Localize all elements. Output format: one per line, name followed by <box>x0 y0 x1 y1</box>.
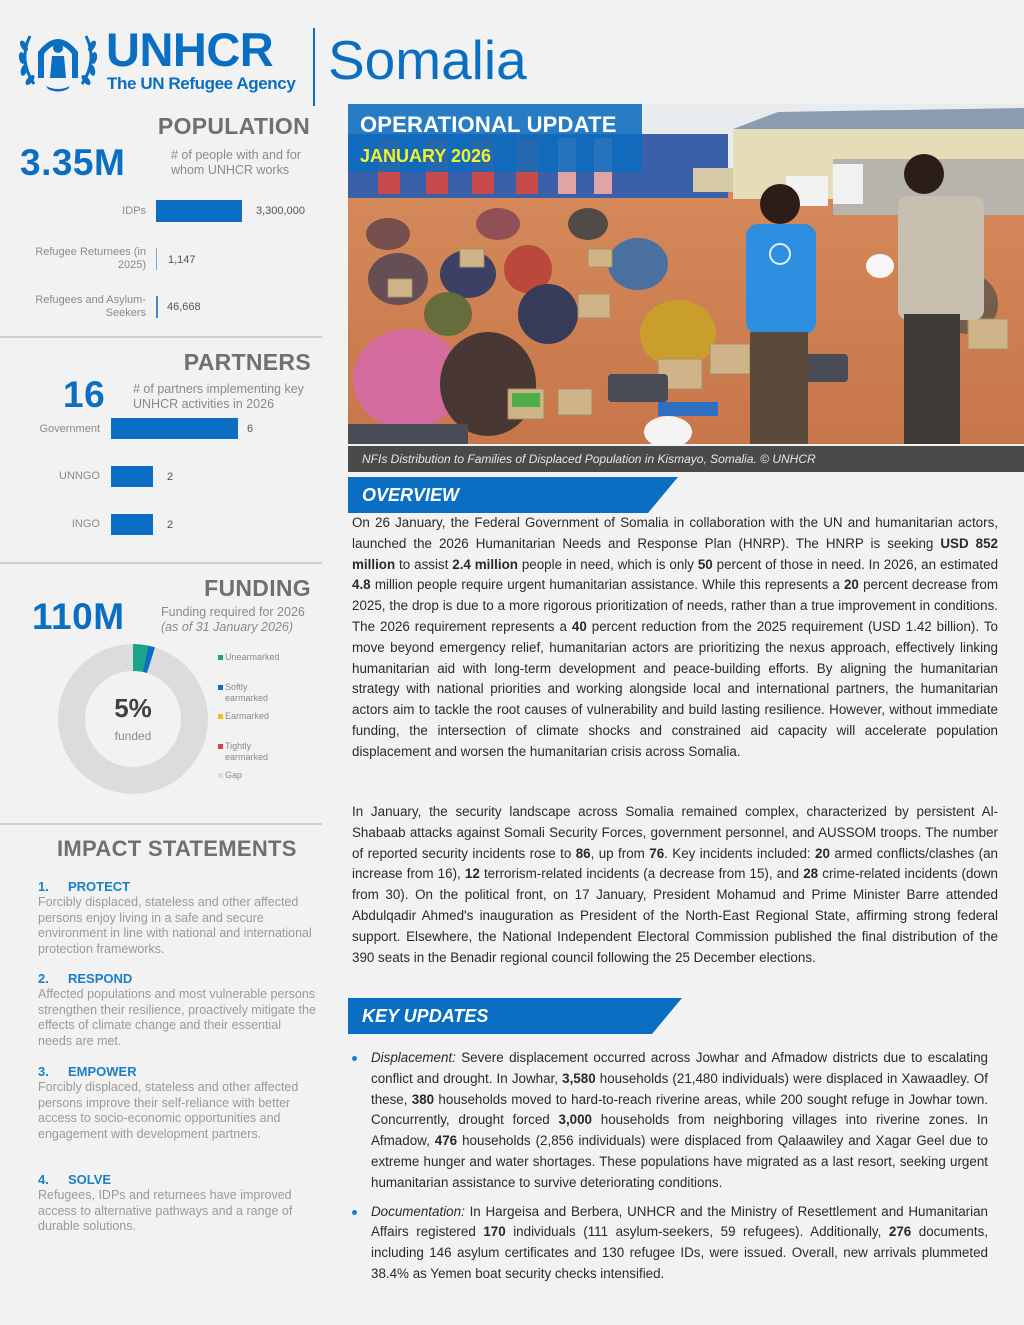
funding-desc-line1: Funding required for 2026 <box>161 605 305 619</box>
bar-value-returnees: 1,147 <box>168 254 196 266</box>
bar-government <box>111 418 238 439</box>
impact-label: PROTECT <box>68 879 131 894</box>
funded-label: funded <box>114 729 152 743</box>
donut-center <box>85 671 181 767</box>
partners-desc: # of partners implementing key UNHCR activities in 2026 <box>133 382 304 411</box>
org-tagline: The UN Refugee Agency <box>107 74 296 93</box>
legend-unearmarked <box>218 652 318 663</box>
overview-banner <box>348 477 678 513</box>
country-title: Somalia <box>328 29 527 91</box>
bar-idps <box>156 200 242 222</box>
legend-swatch <box>218 773 223 778</box>
overview-paragraph-2: In January, the security landscape across Somalia remained complex, characterized by persistent Al-Shabaab attacks against Somali Security Forces, government personnel, and AUSSOM troops. The number of reported security incidents rose to 86, up from 76. Key incidents included: 20 armed conflicts/clashes (an increase from 16), 12 terrorism-related incidents (a decrease from 15), and 28 crime-related incidents (down from 30). On the political front, on 17 January, President Mohamud and Prime Minister Barre attended Abdulqadir Ahmed's inauguration as President of the North-East Regional State, affirming strong federal support. Elsewhere, the National Independent Electoral Commission published the final distribution of the 390 seats in the Benadir regional council following the 25 December elections. <box>352 804 998 965</box>
bar-refugees <box>156 296 158 318</box>
operational-update-banner <box>348 104 642 172</box>
impact-number: 2. <box>38 971 49 986</box>
legend-swatch <box>218 714 223 719</box>
legend-swatch <box>218 744 223 749</box>
funded-percent: 5% <box>114 693 152 723</box>
bar-value-government: 6 <box>247 423 254 435</box>
bar-label-government: Government <box>39 423 100 435</box>
org-name: UNHCR <box>106 23 274 76</box>
legend-label: Gap <box>225 770 243 780</box>
bar-label-idps: IDPs <box>122 205 146 217</box>
legend-gap <box>218 770 318 781</box>
impact-label: SOLVE <box>68 1172 112 1187</box>
funding-title: FUNDING <box>204 575 311 601</box>
key-update-documentation <box>352 1202 988 1285</box>
legend-label: Softly earmarked <box>225 682 269 703</box>
legend-label: Earmarked <box>225 711 270 721</box>
legend-swatch <box>218 685 223 690</box>
legend-tightly-earmarked <box>218 741 268 763</box>
key-update-text: Documentation: In Hargeisa and Berbera, UNHCR and the Ministry of Resettlement and Humanitarian Affairs registered 170 individuals (111 asylum-seekers, 59 refugees). Additionally, 276 documents, including 146 asylum certificates and 130 refugee IDs, were issued. Overall, new arrivals plummeted 38.4% as Yemen boat security checks intensified. <box>371 1203 988 1281</box>
population-title: POPULATION <box>157 113 310 139</box>
key-update-displacement <box>352 1048 988 1194</box>
impact-number: 4. <box>38 1172 49 1187</box>
population-total: 3.35M <box>20 142 126 183</box>
population-desc: # of people with and for whom UNHCR works <box>171 148 301 177</box>
bar-label-returnees: Refugee Returnees (in 2025) <box>35 246 146 271</box>
unhcr-emblem-icon <box>16 26 100 92</box>
key-updates-banner <box>348 998 682 1034</box>
impact-item-protect <box>38 879 318 957</box>
impact-item-solve <box>38 1172 318 1235</box>
report-date: JANUARY 2026 <box>360 146 492 166</box>
impact-item-respond <box>38 971 318 1049</box>
bar-label-refugees: Refugees and Asylum-Seekers <box>35 294 146 319</box>
section-divider <box>0 336 322 338</box>
impact-heading <box>38 879 318 895</box>
unhcr-logo <box>16 22 306 102</box>
bar-label-ingo: INGO <box>71 518 100 530</box>
report-title: OPERATIONAL UPDATE <box>360 112 617 137</box>
partners-total: 16 <box>63 374 106 415</box>
bullet-icon <box>352 1210 357 1215</box>
section-divider <box>0 562 322 564</box>
bullet-icon <box>352 1056 357 1061</box>
bar-unngo <box>111 466 153 487</box>
legend-earmarked <box>218 711 318 722</box>
legend-softly-earmarked <box>218 682 269 704</box>
photo-caption: NFIs Distribution to Families of Displaced Population in Kismayo, Somalia. © UNHCR <box>348 446 1024 472</box>
overview-paragraph-1: On 26 January, the Federal Government of Somalia in collaboration with the UN and humanitarian actors, launched the 2026 Humanitarian Needs and Response Plan (HNRP). The HNRP is seeking USD 852 million to assist 2.4 million people in need, which is only 50 percent of those in need. In 2026, an estimated 4.8 million people require urgent humanitarian assistance. While this represents a 20 percent decrease from 2025, the drop is due to a more rigorous prioritization of needs, rather than a true improvement in conditions. The 2026 requirement represents a 40 percent reduction from the 2025 requirement (USD 1.42 billion). To move beyond emergency relief, humanitarian actors are prioritizing the nexus approach, effectively linking humanitarian aid with long-term development and peace-building efforts. By aligning the humanitarian strategy with national priorities and working alongside local and international partners, the humanitarian actors aim to tackle the root causes of vulnerability and build lasting resilience. However, without immediate funding, the intersection of climate shocks and constrained aid capacity will accelerate population displacement and worsen the humanitarian crisis across Somalia. <box>352 515 999 759</box>
header-divider <box>313 28 315 106</box>
bar-value-unngo: 2 <box>167 471 174 483</box>
key-updates-list <box>352 1048 988 1293</box>
legend-swatch <box>218 655 223 660</box>
impact-label: RESPOND <box>68 971 133 986</box>
bar-value-idps: 3,300,000 <box>256 205 305 217</box>
overview-title: OVERVIEW <box>362 485 460 505</box>
legend-label: Tightly earmarked <box>225 741 269 762</box>
impact-heading <box>38 1172 318 1188</box>
legend-label: Unearmarked <box>225 652 280 662</box>
impact-text: Refugees, IDPs and returnees have improved access to alternative pathways and a range of durable solutions. <box>38 1188 293 1233</box>
bar-value-ingo: 2 <box>167 519 174 531</box>
impact-title: IMPACT STATEMENTS <box>57 836 297 861</box>
funding-donut-chart <box>58 644 208 794</box>
bar-value-refugees: 46,668 <box>167 301 201 313</box>
funding-total: 110M <box>32 596 125 637</box>
impact-label: EMPOWER <box>68 1064 137 1079</box>
funding-desc-line2: (as of 31 January 2026) <box>161 620 294 634</box>
partners-title: PARTNERS <box>183 349 311 375</box>
key-updates-title: KEY UPDATES <box>362 1006 489 1026</box>
impact-text: Affected populations and most vulnerable persons strengthen their resilience, proactively mitigate the effects of climate change and their essential needs are met. <box>38 987 316 1048</box>
impact-item-empower <box>38 1064 318 1142</box>
section-divider <box>0 823 322 825</box>
bar-label-unngo: UNNGO <box>59 470 100 482</box>
impact-number: 1. <box>38 879 49 894</box>
key-update-text: Displacement: Severe displacement occurred across Jowhar and Afmadow districts due to escalating conflict and drought. In Jowhar, 3,580 households (21,480 individuals) were displaced in Xawaadley. Of these, 380 households moved to hard-to-reach riverine areas, while 200 sought refuge in Jowhar town. Concurrently, drought forced 3,000 households from neighboring villages into riverine zones. In Afmadow, 476 households (2,856 individuals) were displaced from Qalaawiley and Xagar Geel due to extreme hunger and water shortages. These populations have migrated as a last resort, seeking urgent humanitarian assistance to survive deteriorating conditions. <box>371 1050 988 1190</box>
impact-heading <box>38 1064 318 1080</box>
impact-heading <box>38 971 318 987</box>
impact-text: Forcibly displaced, stateless and other affected persons improve their self-reliance with better access to socio-economic opportunities and engagement with development partners. <box>38 1080 299 1141</box>
impact-number: 3. <box>38 1064 49 1079</box>
funding-legend <box>218 652 318 781</box>
bar-returnees <box>156 248 157 270</box>
impact-text: Forcibly displaced, stateless and other affected persons enjoy living in a safe and secure environment in line with national and international protection frameworks. <box>38 895 312 956</box>
bar-ingo <box>111 514 153 535</box>
